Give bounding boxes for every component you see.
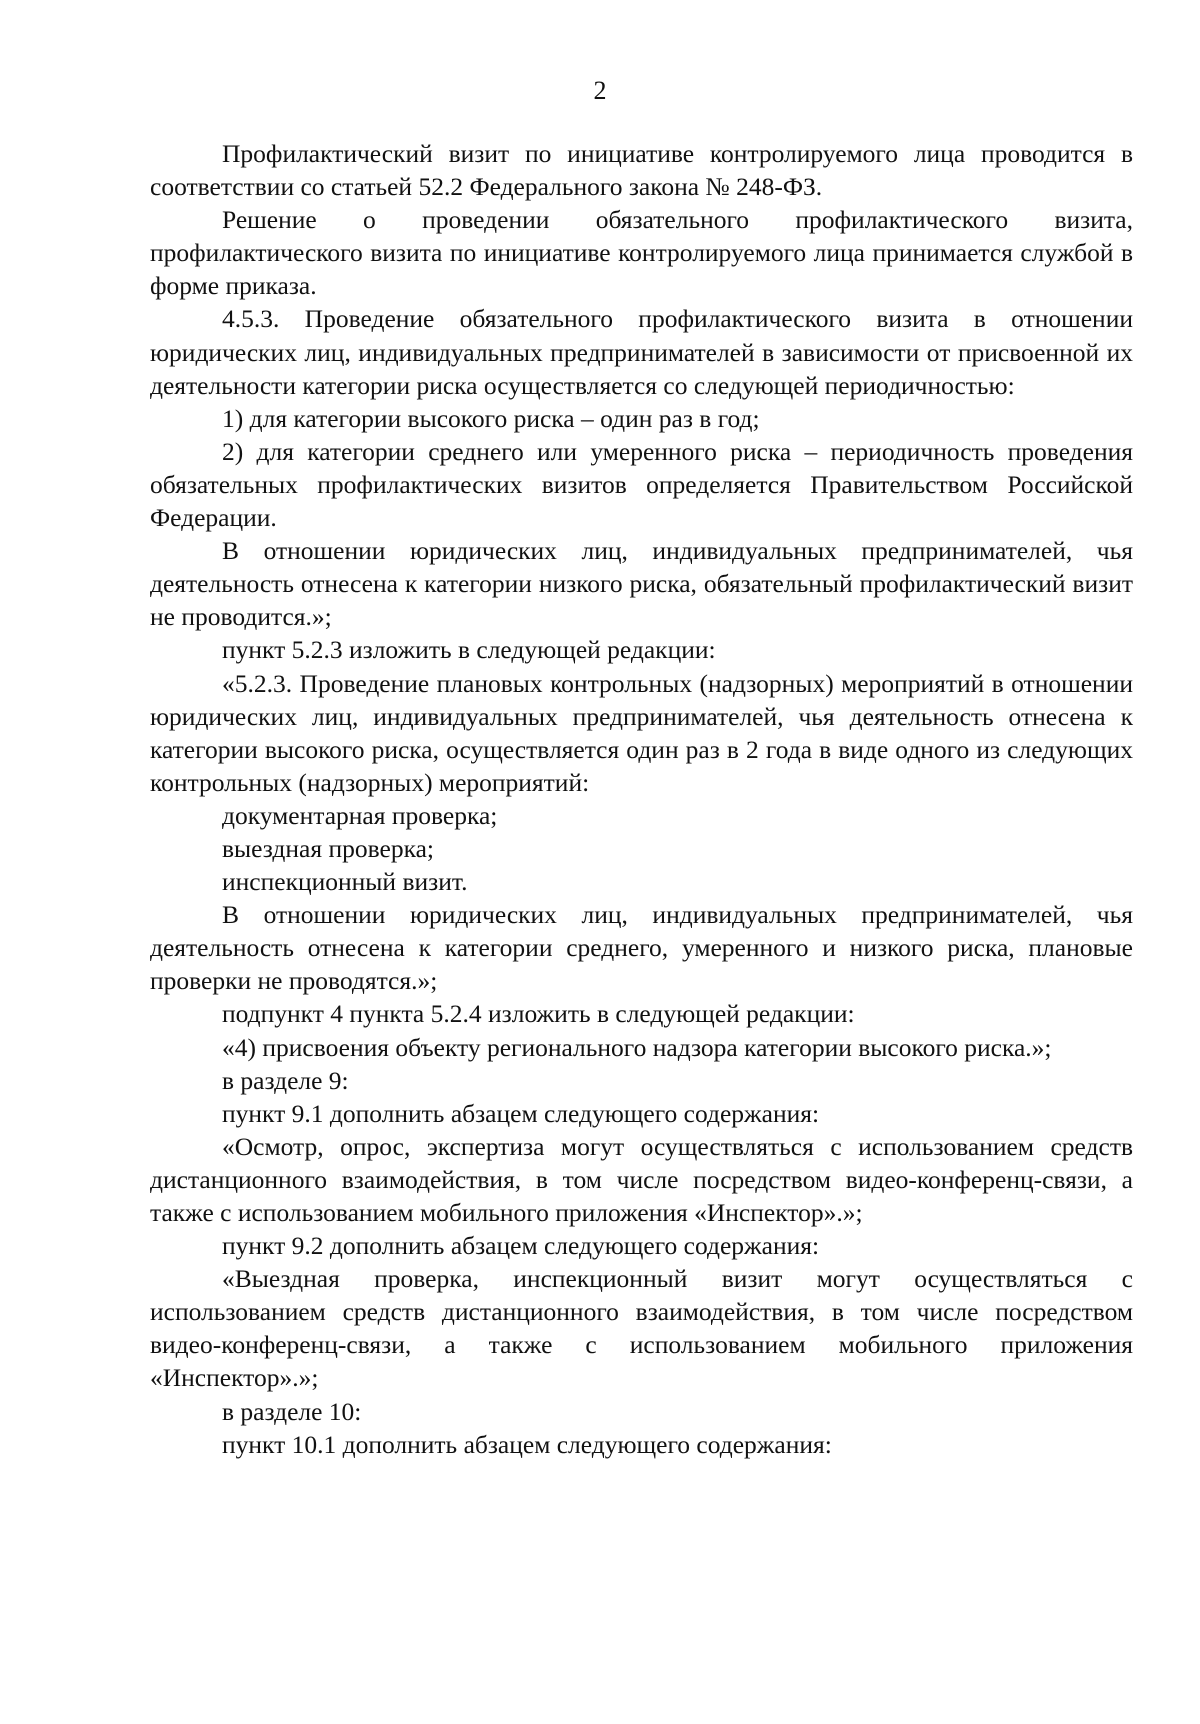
- paragraph: «4) присвоения объекту регионального надзора категории высокого риска.»;: [222, 1032, 1052, 1062]
- paragraph: В отношении юридических лиц, индивидуальных предпринимателей, чья деятельность отнесена к категории низкого риска, обязательный профилактический визит не проводится.»;: [150, 536, 1133, 632]
- list-item: инспекционный визит.: [222, 867, 468, 897]
- paragraph: Решение о проведении обязательного профилактического визита, профилактического визита по инициативе контролируемого лица принимается службой в форме приказа.: [150, 205, 1133, 301]
- paragraph: подпункт 4 пункта 5.2.4 изложить в следующей редакции:: [222, 999, 855, 1029]
- paragraph: «Осмотр, опрос, экспертиза могут осуществляться с использованием средств дистанционного взаимодействия, в том числе посредством видео-конференц-связи, а также с использованием мобильного приложения «Инспектор».»;: [150, 1131, 1133, 1227]
- paragraph: 4.5.3. Проведение обязательного профилактического визита в отношении юридических лиц, индивидуальных предпринимателей в зависимости от присвоенной их деятельности категории риска осуществляется со следующей периодичностью:: [150, 304, 1133, 400]
- paragraph: пункт 9.2 дополнить абзацем следующего содержания:: [222, 1231, 820, 1261]
- list-item: документарная проверка;: [222, 800, 498, 830]
- list-item: выездная проверка;: [222, 833, 434, 863]
- paragraph: «5.2.3. Проведение плановых контрольных (надзорных) мероприятий в отношении юридических лиц, индивидуальных предпринимателей, чья деятельность отнесена к категории высокого риска, осуществляется один раз в 2 года в виде одного из следующих контрольных (надзорных) мероприятий:: [150, 668, 1133, 797]
- paragraph: Профилактический визит по инициативе контролируемого лица проводится в соответствии со статьей 52.2 Федерального закона № 248-ФЗ.: [150, 139, 1133, 202]
- document-body: [150, 137, 1133, 1461]
- paragraph: В отношении юридических лиц, индивидуальных предпринимателей, чья деятельность отнесена к категории среднего, умеренного и низкого риска, плановые проверки не проводятся.»;: [150, 900, 1133, 996]
- paragraph: «Выездная проверка, инспекционный визит могут осуществляться с использованием средств дистанционного взаимодействия, в том числе посредством видео-конференц-связи, а также с использованием мобильного приложения «Инспектор».»;: [150, 1264, 1133, 1393]
- page-number: 2: [593, 76, 607, 105]
- paragraph: в разделе 9:: [222, 1065, 349, 1095]
- list-item: 2) для категории среднего или умеренного риска – периодичность проведения обязательных профилактических визитов определяется Правительством Российской Федерации.: [150, 436, 1133, 533]
- list-item: 1) для категории высокого риска – один раз в год;: [222, 403, 760, 433]
- paragraph: пункт 10.1 дополнить абзацем следующего содержания:: [222, 1429, 832, 1459]
- paragraph: пункт 9.1 дополнить абзацем следующего содержания:: [222, 1098, 820, 1128]
- paragraph: пункт 5.2.3 изложить в следующей редакции:: [222, 635, 716, 665]
- paragraph: в разделе 10:: [222, 1396, 362, 1426]
